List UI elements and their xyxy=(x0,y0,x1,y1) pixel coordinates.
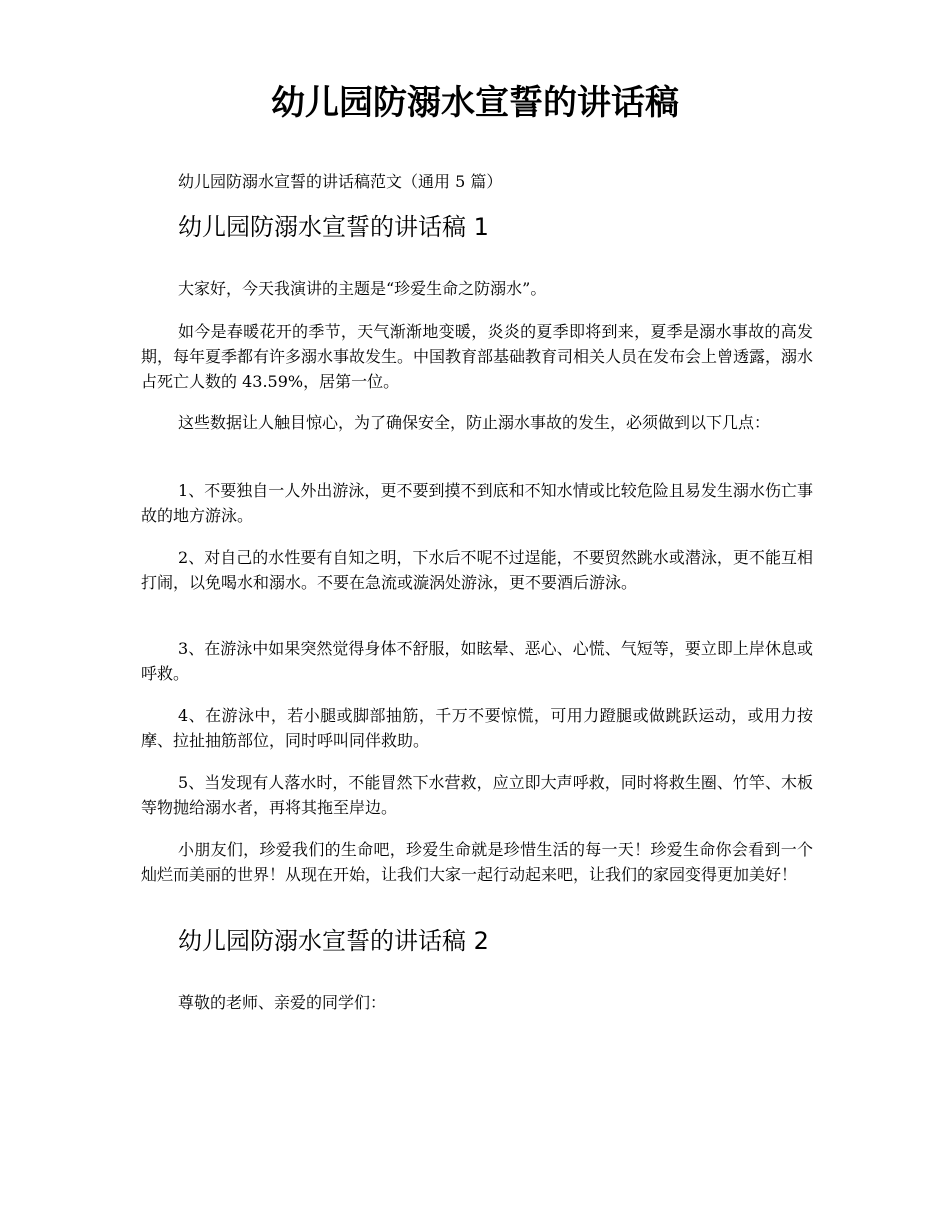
paragraph: 小朋友们，珍爱我们的生命吧，珍爱生命就是珍惜生活的每一天！珍爱生命你会看到一个灿烂而美丽的世界！从现在开始，让我们大家一起行动起来吧，让我们的家园变得更加美好！ xyxy=(141,840,813,884)
paragraph: 大家好，今天我演讲的主题是“珍爱生命之防溺水”。 xyxy=(178,279,547,298)
paragraph: 如今是春暖花开的季节，天气渐渐地变暖，炎炎的夏季即将到来，夏季是溺水事故的高发期，每年夏季都有许多溺水事故发生。中国教育部基础教育司相关人员在发布会上曾透露，溺水占死亡人数的 43.59%，居第一位。 xyxy=(141,322,814,391)
paragraph: 4、在游泳中，若小腿或脚部抽筋，千万不要惊慌，可用力蹬腿或做跳跃运动，或用力按摩、拉扯抽筋部位，同时呼叫同伴救助。 xyxy=(141,706,813,750)
paragraph: 1、不要独自一人外出游泳，更不要到摸不到底和不知水情或比较危险且易发生溺水伤亡事故的地方游泳。 xyxy=(141,481,813,525)
document-title: 幼儿园防溺水宣誓的讲话稿 xyxy=(271,83,679,123)
paragraph: 2、对自己的水性要有自知之明，下水后不呢不过逞能，不要贸然跳水或潜泳，更不能互相打闹，以免喝水和溺水。不要在急流或漩涡处游泳，更不要酒后游泳。 xyxy=(141,548,813,592)
paragraph: 尊敬的老师、亲爱的同学们： xyxy=(178,993,387,1012)
paragraph: 3、在游泳中如果突然觉得身体不舒服，如眩晕、恶心、心慌、气短等，要立即上岸休息或呼救。 xyxy=(141,639,813,683)
section-heading-1: 幼儿园防溺水宣誓的讲话稿 1 xyxy=(178,213,489,241)
section-heading-2: 幼儿园防溺水宣誓的讲话稿 2 xyxy=(178,927,489,955)
paragraph: 这些数据让人触目惊心，为了确保安全，防止溺水事故的发生，必须做到以下几点： xyxy=(178,413,771,432)
document-subtitle: 幼儿园防溺水宣誓的讲话稿范文（通用 5 篇） xyxy=(178,172,503,191)
paragraph: 5、当发现有人落水时，不能冒然下水营救，应立即大声呼救，同时将救生圈、竹竿、木板等物抛给溺水者，再将其拖至岸边。 xyxy=(141,773,813,817)
